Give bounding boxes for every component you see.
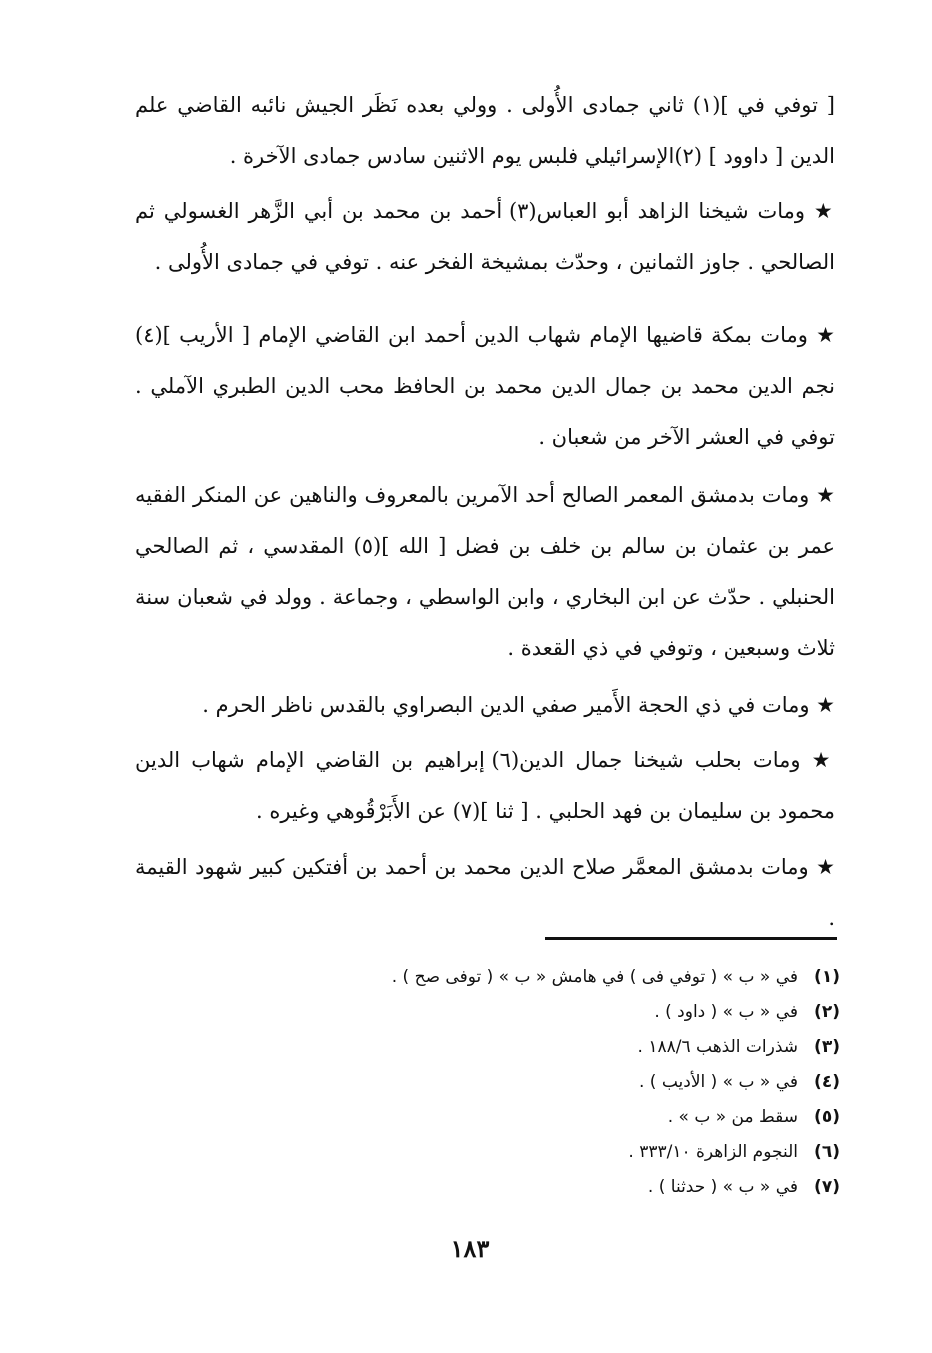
footnote-number: (٦) [814, 1142, 840, 1162]
paragraph-4: ★ ومات بدمشق المعمر الصالح أحد الآمرين بالمعروف والناهين عن المنكر الفقيه عمر بن عثمان بن سالم بن خلف بن فضل [ الله ](٥) المقدسي ، ثم الصالحي الحنبلي . حدّث عن ابن البخاري ، وابن الواسطي ، وجماعة . وولد في شعبان سنة ثلاث وسبعين ، وتوفي في ذي القعدة . [135, 483, 835, 660]
paragraph-2: ★ ومات شيخنا الزاهد أبو العباس(٣) أحمد بن محمد بن أبي الزَّهر الغسولي ثم الصالحي . جاوز الثمانين ، وحدّث بمشيخة الفخر عنه . توفي في جمادى الأُولى . [135, 199, 835, 274]
footnote-1 [380, 960, 840, 995]
footnote-number: (٤) [814, 1072, 840, 1092]
footnote-number: (٢) [814, 1002, 840, 1022]
paragraph-7: ★ ومات بدمشق المعمَّر صلاح الدين محمد بن أحمد بن أفتكين كبير شهود القيمة . [135, 855, 835, 930]
footnote-text: في « ب » ( الأديب ) . [638, 1072, 798, 1092]
page-number: ١٨٣ [450, 1234, 490, 1263]
footnote-6 [380, 1135, 840, 1170]
paragraph-1: [ توفي في ](١) ثاني جمادى الأُولى . وولي بعده نَظَر الجيش نائبه القاضي علم الدين [ داوود ] (٢)الإسرائيلي فلبس يوم الاثنين سادس جمادى الآخرة . [135, 93, 835, 168]
footnote-divider [545, 937, 837, 940]
footnote-text: في « ب » ( داود ) . [654, 1002, 798, 1022]
paragraph-5: ★ ومات في ذي الحجة الأَمير صفي الدين البصراوي بالقدس ناظر الحرم . [202, 693, 835, 717]
footnote-text: سقط من « ب » . [667, 1107, 798, 1127]
footnote-5 [380, 1100, 840, 1135]
footnote-text: شذرات الذهب ١٨٨/٦ . [637, 1037, 798, 1057]
paragraph-6: ★ ومات بحلب شيخنا جمال الدين(٦) إبراهيم بن القاضي الإمام شهاب الدين محمود بن سليمان بن فهد الحلبي . [ ثنا ](٧) عن الأَبَرْقُوهي وغيره . [135, 748, 835, 823]
footnotes-list [380, 960, 840, 1205]
footnote-number: (٣) [814, 1037, 840, 1057]
footnote-2 [380, 995, 840, 1030]
footnote-4 [380, 1065, 840, 1100]
footnote-number: (٧) [814, 1177, 840, 1197]
footnote-7 [380, 1170, 840, 1205]
footnote-number: (٥) [814, 1107, 840, 1127]
footnote-text: في « ب » ( توفي فى ) في هامش « ب » ( توفى صح ) . [391, 967, 798, 987]
footnote-text: النجوم الزاهرة ٣٣٣/١٠ . [628, 1142, 798, 1162]
paragraph-3: ★ ومات بمكة قاضيها الإمام شهاب الدين أحمد ابن القاضي الإمام [ الأريب ](٤) نجم الدين محمد بن جمال الدين محمد بن الحافظ محب الدين الطبري الآملي . توفي في العشر الآخر من شعبان . [135, 323, 835, 449]
footnote-number: (١) [814, 967, 840, 987]
footnote-3 [380, 1030, 840, 1065]
footnote-text: في « ب » ( حدثنا ) . [647, 1177, 798, 1197]
